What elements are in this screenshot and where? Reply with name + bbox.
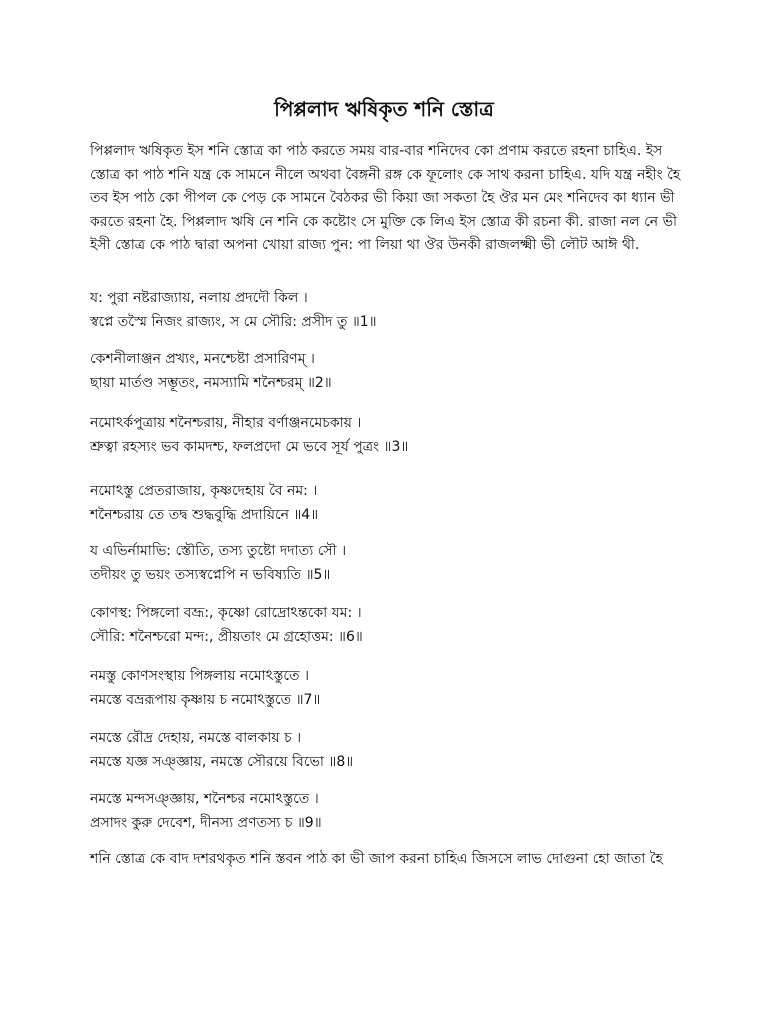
verse-line: সৌরি: শনৈশ্চরো মন্দ:, প্রীয়তাং মে গ্রহোত্তম: ॥6॥ [90,628,363,645]
document-title: পিপ্পলাদ ঋষিকৃত শনি স্তোত্র [274,97,494,121]
verse-1 [90,287,690,334]
verse-line: নমস্তে মন্দসঞ্জ্ঞায়, শনৈশ্চর নমোঽস্তুতে । [90,791,319,807]
verse-line: নমস্তে রৌদ্র দেহায়, নমস্তে বালকায় চ । [90,730,302,746]
verse-6 [90,602,690,649]
verse-7 [90,665,690,712]
verse-line: য: পুরা নষ্টরাজ্যায়, নলায় প্রদদৌ কিল । [90,290,308,306]
verse-line: ছায়া মার্তণ্ড সম্ভূতং, নমস্যামি শনৈশ্চরম্ ॥2॥ [90,374,332,391]
verse-2 [90,348,690,395]
verse-4 [90,480,690,527]
verse-line: কেশনীলাঞ্জন প্রখ্যং, মনশ্চেষ্টা প্রসারিণম্ । [90,351,315,367]
verse-3 [90,412,690,459]
verse-line: নমস্তু কোণসংস্থায় পিঙ্গলায় নমোঽস্তুতে । [90,668,310,684]
verse-line: নমোঽর্কপুত্রায় শনৈশ্চরায়, নীহার বর্ণাঞ্জনমেচকায় । [90,415,362,431]
verse-line: নমোঽস্তু প্রেতরাজায়, কৃষ্ণদেহায় বৈ নম: । [90,483,318,499]
verse-5 [90,540,690,587]
verse-line: শ্রুত্বা রহস্যং ভব কামদশ্চ, ফলপ্রদো মে ভবে সূর্য পুত্রং ॥3॥ [90,438,409,455]
verse-line: স্বপ্নে তস্মৈ নিজং রাজ্যং, স মে সৌরি: প্রসীদ তু ॥1॥ [90,313,377,330]
verse-line: নমস্তে বভ্ররূপায় কৃষ্ণায় চ নমোঽস্তুতে ॥7॥ [90,691,321,708]
verse-line: তদীয়ং তু ভয়ং তস্যস্বপ্নেপি ন ভবিষ্যতি ॥5॥ [90,566,331,583]
verse-line: প্রসাদং কুরু দেবেশ, দীনস্য প্রণতস্য চ ॥9॥ [90,814,322,831]
verse-line: কোণস্থ: পিঙ্গলো বভ্রূ:, কৃষ্ণো রোদ্রোঽন্তকো যম: । [90,605,362,621]
verse-line: শনৈশ্চরায় তে তদ্ব শুদ্ধবুদ্ধি প্রদায়িনে ॥4॥ [90,506,319,523]
closing-paragraph: শনি স্তোত্র কে বাদ দশরথকৃত শনি স্তবন পাঠ কা ভী জাপ করনা চাহিএ জিসসে লাভ দোগুনা হো জাতা হৈ [90,851,663,867]
verse-8 [90,727,690,774]
verse-line: নমস্তে যজ্ঞ সঞ্জ্ঞায়, নমস্তে সৌরয়ে বিভো ॥8॥ [90,753,354,770]
intro-paragraph: পিপ্পলাদ ঋষিকৃত ইস শনি স্তোত্র কা পাঠ করতে সময় বার-বার শনিদেব কো প্রণাম করতে রহনা চাহিএ. ইস স্তোত্র কা পাঠ শনি যন্ত্র কে সামনে নীলে অথবা বৈঙ্গনী রঙ্গ কে ফূলোং কে সাথ করনা চাহিএ. যদি যন্ত্র নহীং হৈ তব ইস পাঠ কো পীপল কে পেড় কে সামনে বৈঠকর ভী কিয়া জা সকতা হৈ ঔর মন মেং শনিদেব কা ধ্যান ভী করতে রহনা হৈ. পিপ্পলাদ ঋষি নে শনি কে কষ্টোং সে মুক্তি কে লিএ ইস স্তোত্র কী রচনা কী. রাজা নল নে ভী ইসী স্তোত্র কে পাঠ দ্বারা অপনা খোয়া রাজ্য পুন: পা লিয়া থা ঔর উনকী রাজলক্ষ্মী ভী লৌট আঈ থী. [90,143,681,253]
verse-line: য এভির্নামাভি: স্তৌতি, তস্য তুষ্টো দদাত্য সৌ । [90,543,347,559]
verse-9 [90,788,690,835]
